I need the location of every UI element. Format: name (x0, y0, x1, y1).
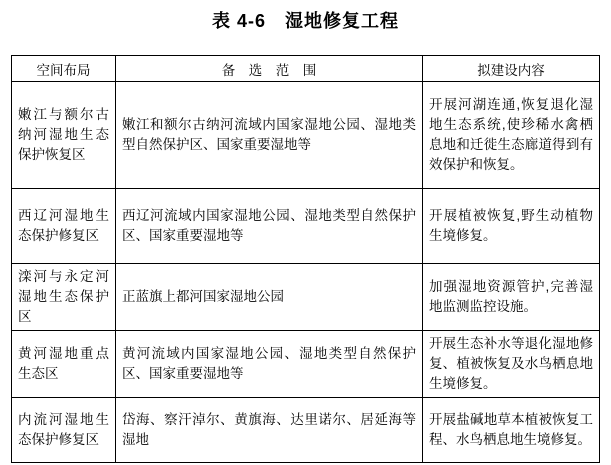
wetland-restoration-table (11, 55, 600, 463)
cell-scope: 嫩江和额尔古纳河流域内国家湿地公园、湿地类型自然保护区、国家重要湿地等 (116, 82, 423, 189)
cell-scope: 西辽河流域内国家湿地公园、湿地类型自然保护区、国家重要湿地等 (116, 189, 423, 264)
cell-scope: 正蓝旗上都河国家湿地公园 (116, 264, 423, 331)
cell-scope: 黄河流域内国家湿地公园、湿地类型自然保护区、国家重要湿地等 (116, 331, 423, 398)
cell-content: 开展河湖连通,恢复退化湿地生态系统,使珍稀水禽栖息地和迁徙生态廊道得到有效保护和恢复。 (423, 82, 600, 189)
cell-region: 内流河湿地生态保护修复区 (12, 398, 116, 463)
table-row (12, 264, 600, 331)
header-spatial-layout: 空间布局 (12, 56, 116, 82)
cell-region: 嫩江与额尔古纳河湿地生态保护恢复区 (12, 82, 116, 189)
table-row (12, 331, 600, 398)
cell-content: 开展植被恢复,野生动植物生境修复。 (423, 189, 600, 264)
cell-content: 开展生态补水等退化湿地修复、植被恢复及水鸟栖息地生境修复。 (423, 331, 600, 398)
cell-region: 滦河与永定河湿地生态保护区 (12, 264, 116, 331)
cell-scope: 岱海、察汗淖尔、黄旗海、达里诺尔、居延海等湿地 (116, 398, 423, 463)
header-alternative-scope: 备 选 范 围 (116, 56, 423, 82)
cell-region: 黄河湿地重点生态区 (12, 331, 116, 398)
header-proposed-content: 拟建设内容 (423, 56, 600, 82)
cell-region: 西辽河湿地生态保护修复区 (12, 189, 116, 264)
table-row (12, 82, 600, 189)
cell-content: 开展盐碱地草本植被恢复工程、水鸟栖息地生境修复。 (423, 398, 600, 463)
table-row (12, 189, 600, 264)
cell-content: 加强湿地资源管护,完善湿地监测监控设施。 (423, 264, 600, 331)
table-row (12, 398, 600, 463)
table-header-row (12, 56, 600, 82)
page-title: 表 4-6 湿地修复工程 (211, 11, 400, 31)
